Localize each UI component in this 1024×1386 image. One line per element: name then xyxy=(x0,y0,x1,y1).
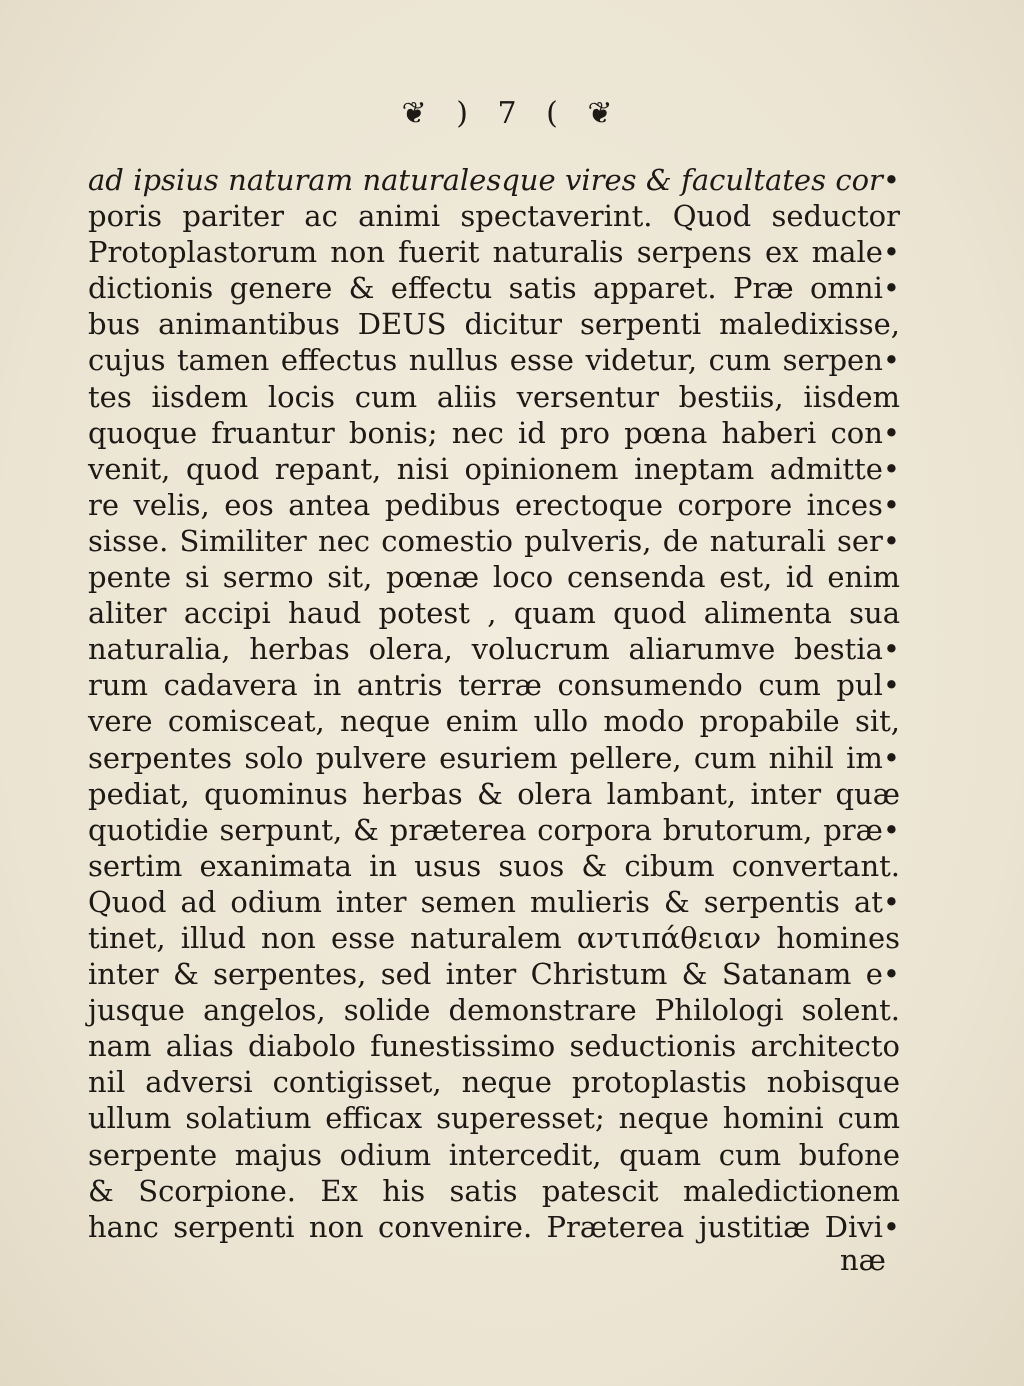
text-line: sertim exanimata in usus suos & cibum convertant. xyxy=(88,848,900,883)
text-line: venit, quod repant, nisi opinionem ineptam admitte• xyxy=(88,451,900,486)
text-line: inter & serpentes, sed inter Christum & Satanam e• xyxy=(88,957,900,992)
text-line: hanc serpenti non convenire. Præterea justitiæ Divi• xyxy=(88,1209,900,1244)
body-text xyxy=(88,162,900,1245)
text-line: rum cadavera in antris terræ consumendo cum pul• xyxy=(88,668,900,703)
text-line: naturalia, herbas olera, volucrum aliarumve bestia• xyxy=(88,632,900,667)
running-header xyxy=(0,96,1024,131)
text-line: serpente majus odium intercedit, quam cum bufone xyxy=(88,1137,900,1172)
text-line: Protoplastorum non fuerit naturalis serpens ex male• xyxy=(88,235,900,270)
text-line: poris pariter ac animi spectaverint. Quod seductor xyxy=(88,199,900,234)
header-bracket-right: ( xyxy=(546,96,568,131)
text-line: vere comisceat, neque enim ullo modo propabile sit, xyxy=(88,704,900,739)
text-line: Quod ad odium inter semen mulieris & serpentis at• xyxy=(88,884,900,919)
text-line: tinet, illud non esse naturalem αντιπάθειαν homines xyxy=(88,920,900,955)
text-line: dictionis genere & effectu satis apparet. Præ omni• xyxy=(88,271,900,306)
text-line: re velis, eos antea pedibus erectoque corpore inces• xyxy=(88,487,900,522)
text-line: bus animantibus DEUS dicitur serpenti maledixisse, xyxy=(88,307,900,342)
page-number: 7 xyxy=(497,96,527,131)
text-line: pediat, quominus herbas & olera lambant, inter quæ xyxy=(88,776,900,811)
ornament-right-icon: ❦ xyxy=(587,96,623,131)
text-line: aliter accipi haud potest , quam quod alimenta sua xyxy=(88,596,900,631)
catchword: næ xyxy=(840,1243,886,1277)
text-line: & Scorpione. Ex his satis patescit maledictionem xyxy=(88,1173,900,1208)
text-line: cujus tamen effectus nullus esse videtur, cum serpen• xyxy=(88,343,900,378)
text-line: ullum solatium efficax superesset; neque homini cum xyxy=(88,1101,900,1136)
ornament-left-icon: ❦ xyxy=(401,96,437,131)
text-line: quoque fruantur bonis; nec id pro pœna haberi con• xyxy=(88,415,900,450)
text-line: sisse. Similiter nec comestio pulveris, de naturali ser• xyxy=(88,523,900,558)
text-line: pente si sermo sit, pœnæ loco censenda est, id enim xyxy=(88,560,900,595)
text-line: ad ipsius naturam naturalesque vires & facultates cor• xyxy=(88,163,900,197)
text-line: jusque angelos, solide demonstrare Philologi solent. xyxy=(88,993,900,1028)
text-line: quotidie serpunt, & præterea corpora brutorum, præ• xyxy=(88,812,900,847)
text-line: tes iisdem locis cum aliis versentur bestiis, iisdem xyxy=(88,379,900,414)
header-bracket-left: ) xyxy=(456,96,478,131)
text-line: nil adversi contigisset, neque protoplastis nobisque xyxy=(88,1065,900,1100)
text-line: nam alias diabolo funestissimo seductionis architecto xyxy=(88,1029,900,1064)
text-line: serpentes solo pulvere esuriem pellere, cum nihil im• xyxy=(88,740,900,775)
